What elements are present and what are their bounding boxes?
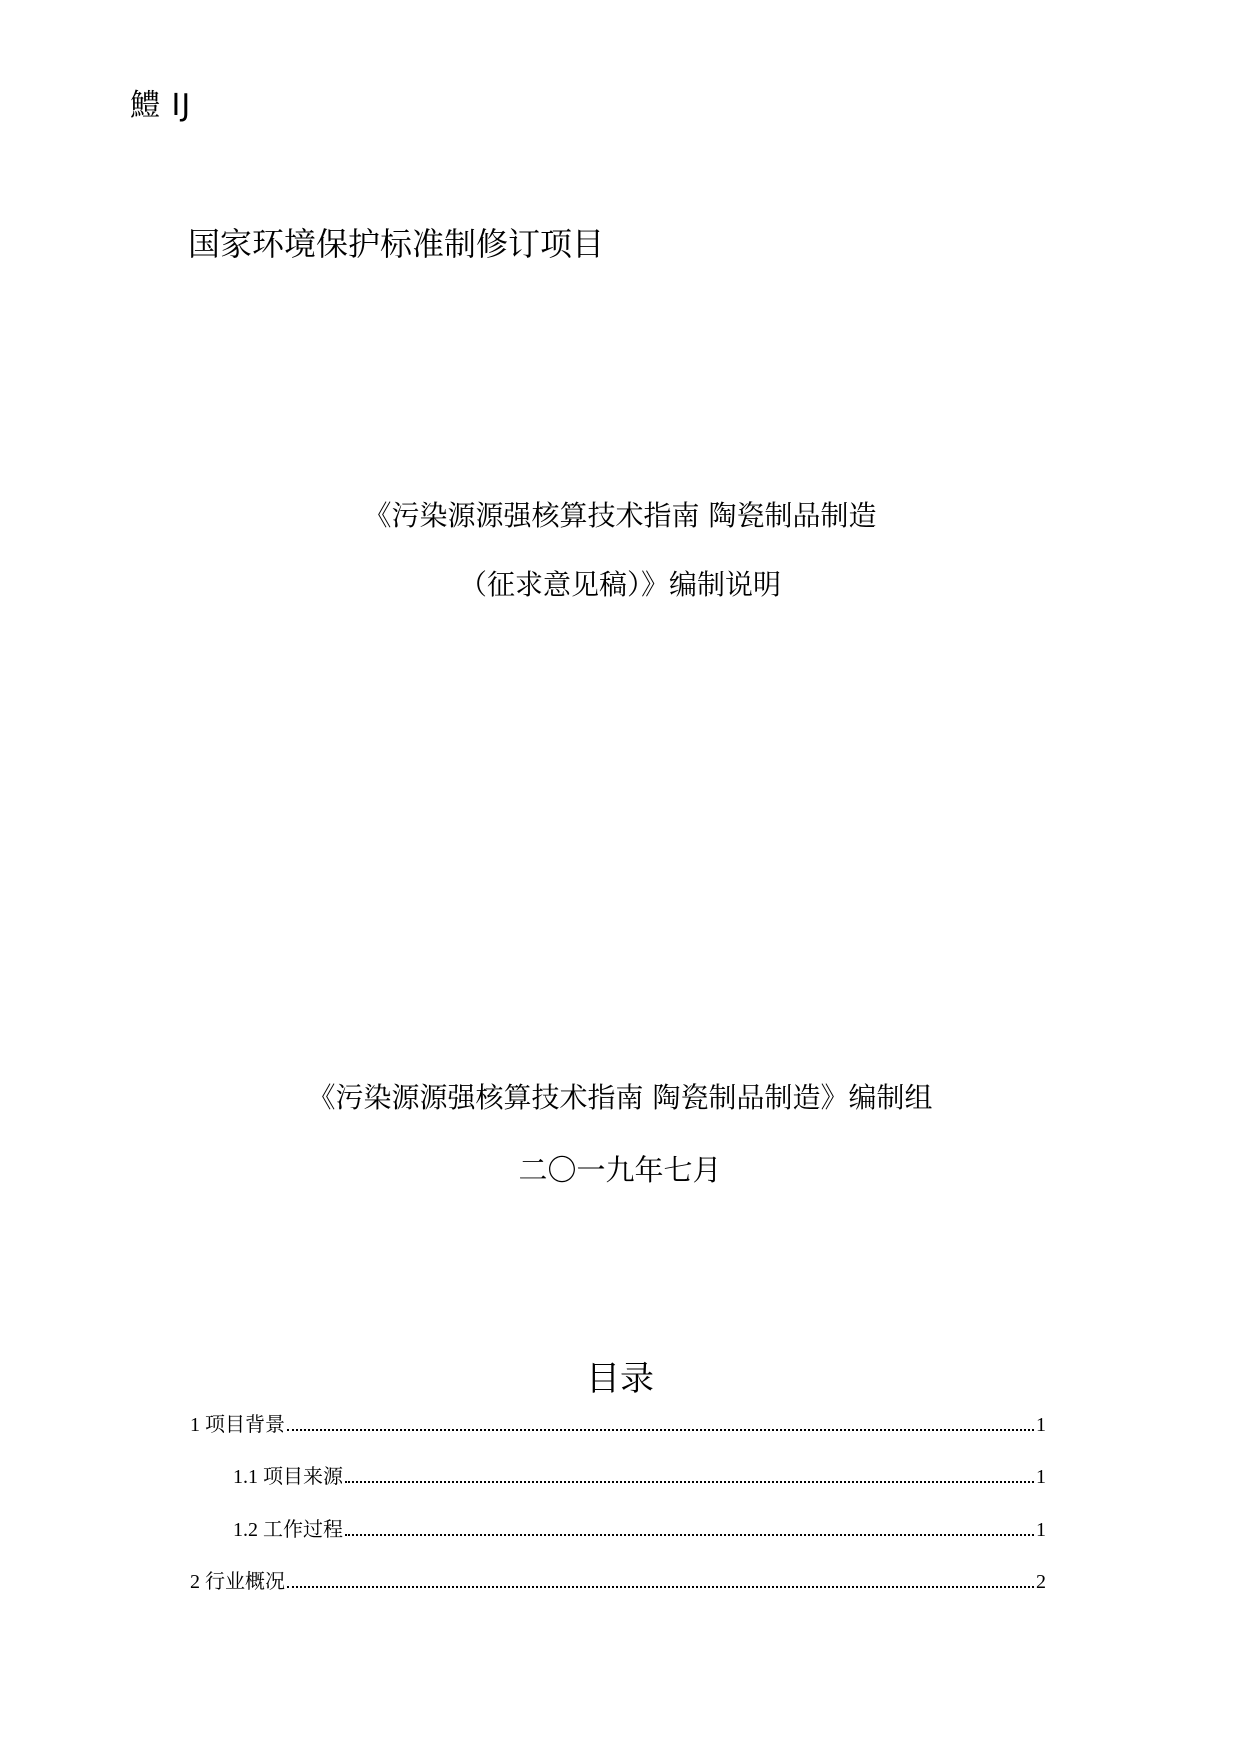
toc-entry-label: 2 行业概况 [190,1571,285,1593]
toc-page-number: 1 [1036,1519,1046,1541]
document-title-line-1: 《污染源源强核算技术指南 陶瓷制品制造 [363,499,877,532]
toc-page-number: 2 [1036,1571,1046,1593]
document-date: 二〇一九年七月 [518,1153,722,1187]
toc-dot-leader [345,1481,1034,1483]
toc-entry-label: 1 项目背景 [190,1414,285,1436]
document-title-line-2: （征求意见稿）》编制说明 [458,568,781,601]
toc-heading: 目录 [586,1359,654,1399]
toc-entry[interactable] [190,1567,1046,1597]
corner-mark: 鱧 IJ [130,88,192,123]
toc-dot-leader [345,1534,1034,1536]
toc-dot-leader [287,1586,1034,1588]
toc-entry-label: 1.2 工作过程 [233,1519,343,1541]
toc-dot-leader [287,1429,1034,1431]
compiling-organization: 《污染源源强核算技术指南 陶瓷制品制造》编制组 [307,1081,933,1114]
toc-entry-label: 1.1 项目来源 [233,1466,343,1488]
toc-page-number: 1 [1036,1414,1046,1436]
toc-entry[interactable] [233,1462,1046,1492]
toc-entry[interactable] [233,1515,1046,1545]
toc-entry[interactable] [190,1410,1046,1440]
toc-page-number: 1 [1036,1466,1046,1488]
project-line: 国家环境保护标准制修订项目 [188,225,605,263]
